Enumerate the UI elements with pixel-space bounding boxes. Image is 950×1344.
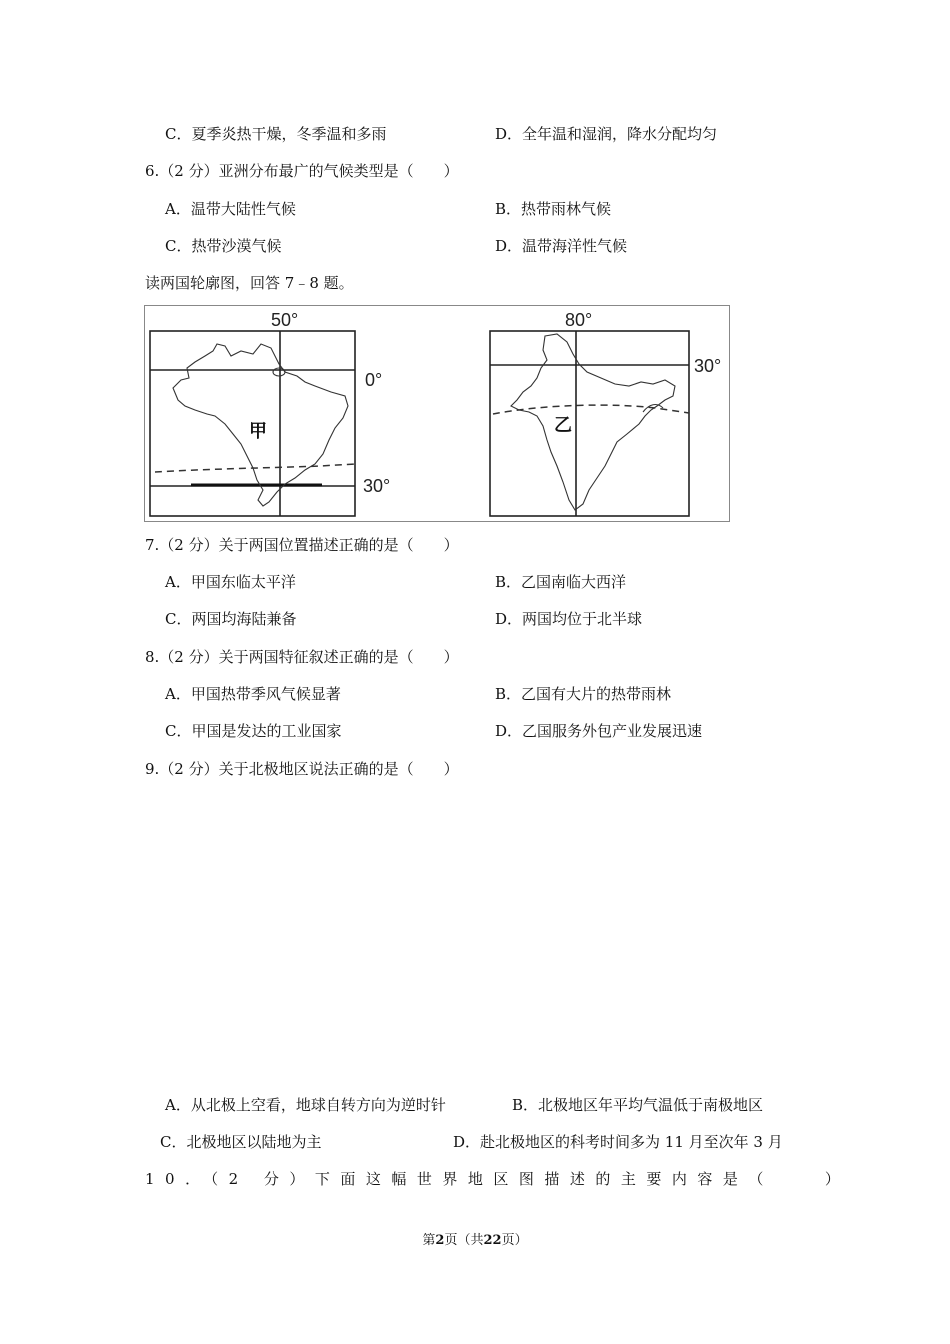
q7-stem: 7.（2 分）关于两国位置描述正确的是（ ） (145, 536, 459, 554)
right-map-frame (490, 331, 689, 516)
right-map-lat-label: 30° (694, 356, 722, 376)
left-map-tropic-line (155, 464, 355, 472)
q7-option-b: B．乙国南临大西洋 (495, 573, 627, 591)
q5-option-c: C．夏季炎热干燥，冬季温和多雨 (165, 125, 387, 143)
q7-option-d: D．两国均位于北半球 (495, 610, 643, 628)
footer-mid: 页（共 (444, 1233, 484, 1248)
right-map (490, 310, 721, 516)
q7-option-a: A．甲国东临太平洋 (165, 573, 296, 591)
q8-stem: 8.（2 分）关于两国特征叙述正确的是（ ） (145, 648, 459, 666)
q8-option-b: B．乙国有大片的热带雨林 (495, 685, 672, 703)
q9-option-c: C．北极地区以陆地为主 (160, 1133, 322, 1151)
q9-option-a: A．从北极上空看，地球自转方向为逆时针 (165, 1096, 446, 1114)
right-map-lon-label: 80° (565, 310, 593, 330)
right-map-country-name: 乙 (554, 415, 572, 436)
footer-suffix: 页） (501, 1233, 528, 1248)
left-map-lon-label: 50° (271, 310, 299, 330)
right-map-country-outline (511, 334, 675, 510)
map-figure-svg (145, 306, 731, 523)
q9-stem: 9.（2 分）关于北极地区说法正确的是（ ） (145, 760, 459, 778)
q6-option-d: D．温带海洋性气候 (495, 237, 628, 255)
right-map-tropic-line (493, 405, 689, 414)
q7-option-c: C．两国均海陆兼备 (165, 610, 297, 628)
q8-option-c: C．甲国是发达的工业国家 (165, 722, 342, 740)
q6-option-b: B．热带雨林气候 (495, 200, 612, 218)
q6-option-a: A．温带大陆性气候 (165, 200, 296, 218)
q9-option-b: B．北极地区年平均气温低于南极地区 (512, 1096, 764, 1114)
left-map (150, 310, 390, 516)
footer-total-pages: 22 (483, 1233, 502, 1248)
left-map-lat-label: 30° (363, 476, 391, 496)
left-map-equator-label: 0° (365, 370, 383, 390)
q6-stem: 6.（2 分）亚洲分布最广的气候类型是（ ） (145, 162, 459, 180)
footer-page-number: 2 (435, 1233, 445, 1248)
q5-option-d: D．全年温和湿润，降水分配均匀 (495, 125, 718, 143)
footer-prefix: 第 (422, 1233, 436, 1248)
left-map-country-name: 甲 (249, 421, 267, 442)
page-footer (0, 1232, 950, 1250)
q8-option-a: A．甲国热带季风气候显著 (165, 685, 341, 703)
q8-option-d: D．乙国服务外包产业发展迅速 (495, 722, 703, 740)
country-outline-figure (144, 305, 730, 522)
figure-intro: 读两国轮廓图，回答 7﹣8 题。 (145, 274, 354, 292)
q10-stem: 10．（2 分）下面这幅世界地区图描述的主要内容是（ ） (145, 1170, 851, 1188)
q6-option-c: C．热带沙漠气候 (165, 237, 282, 255)
q9-option-d: D．赴北极地区的科考时间多为 11 月至次年 3 月 (453, 1133, 783, 1151)
